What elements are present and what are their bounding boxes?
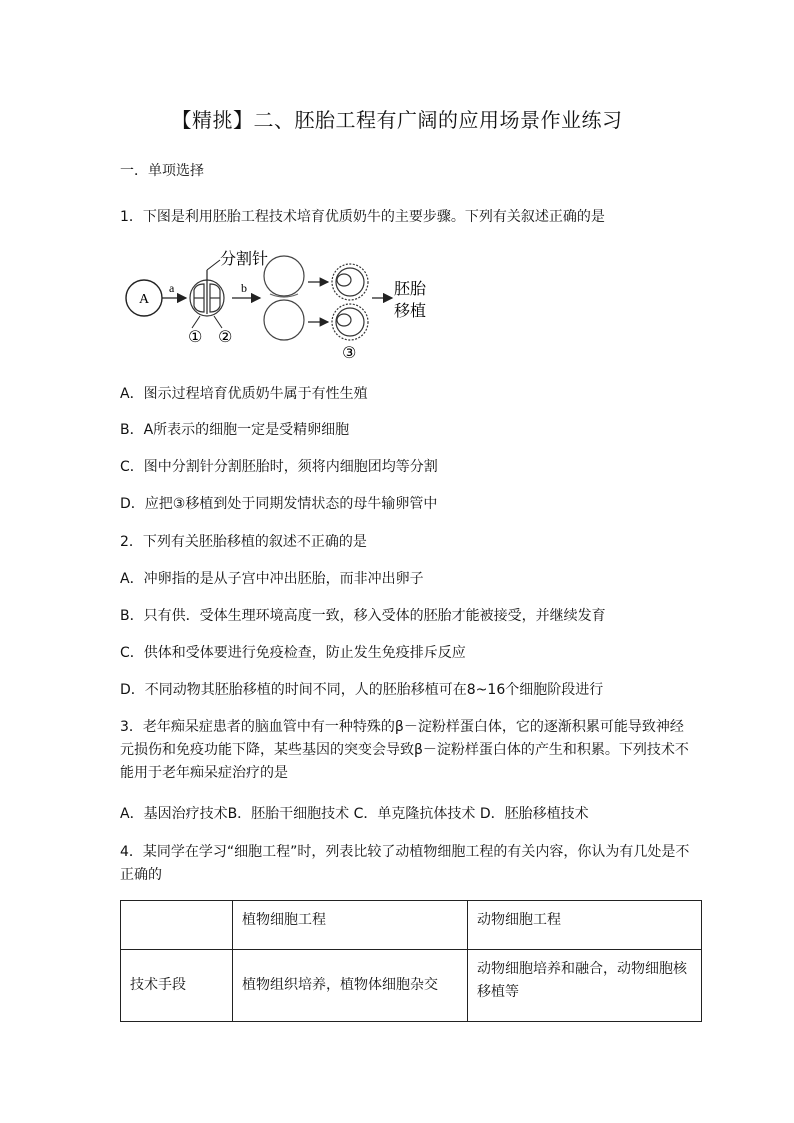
blastocyst-top	[332, 264, 368, 300]
q1-option-b: B．A所表示的细胞一定是受精卵细胞	[120, 422, 350, 438]
comparison-table	[120, 900, 702, 1022]
q2-option-d: D．不同动物其胚胎移植的时间不同，人的胚胎移植可在8~16个细胞阶段进行	[120, 682, 604, 698]
q3-stem: 3．老年痴呆症患者的脑血管中有一种特殊的β－淀粉样蛋白体，它的逐渐积累可能导致神经元损伤和免疫功能下降，某些基因的突变会导致β－淀粉样蛋白体的产生和积累。下列技术不能用于老年痴呆症治疗的是	[120, 719, 689, 781]
q1-option-c: C．图中分割针分割胚胎时，须将内细胞团均等分割	[120, 459, 438, 475]
cell-a-label: A	[138, 292, 150, 307]
section-heading: 一．单项选择	[120, 163, 204, 179]
mark-3: ③	[342, 343, 357, 362]
q1-option-a: A．图示过程培育优质奶牛属于有性生殖	[120, 386, 368, 402]
table-cell: 植物组织培养，植物体细胞杂交	[233, 950, 468, 1022]
mark-1: ①	[188, 327, 203, 346]
q1-option-d: D．应把③移植到处于同期发情状态的母牛输卵管中	[120, 496, 438, 512]
table-cell: 技术手段	[121, 950, 233, 1022]
table-header-cell	[121, 901, 233, 950]
q2-option-a: A．冲卵指的是从子宫中冲出胚胎，而非冲出卵子	[120, 571, 424, 587]
arrow-a-label: a	[169, 281, 175, 295]
q2-option-b: B．只有供．受体生理环境高度一致，移入受体的胚胎才能被接受，并继续发育	[120, 608, 606, 624]
table-header-cell: 动物细胞工程	[468, 901, 702, 950]
blastocyst-bottom	[332, 304, 368, 340]
q3-options: A．基因治疗技术B．胚胎干细胞技术 C．单克隆抗体技术 D．胚胎移植技术	[120, 806, 589, 822]
q1-stem: 1．下图是利用胚胎工程技术培育优质奶牛的主要步骤。下列有关叙述正确的是	[120, 209, 605, 225]
arrow-b-label: b	[241, 281, 247, 295]
page-title: 【精挑】二、胚胎工程有广阔的应用场景作业练习	[171, 108, 623, 132]
needle-label: 分割针	[220, 249, 269, 268]
table-header-cell: 植物细胞工程	[233, 901, 468, 950]
separated-embryos	[264, 256, 304, 340]
table-header-row	[121, 901, 702, 950]
table-row	[121, 950, 702, 1022]
result-label-line2: 移植	[394, 301, 427, 320]
table-cell: 动物细胞培养和融合，动物细胞核移植等	[468, 950, 702, 1022]
mark-2: ②	[218, 327, 233, 346]
q2-stem: 2．下列有关胚胎移植的叙述不正确的是	[120, 534, 367, 550]
embryo-splitting-diagram	[122, 246, 442, 362]
q2-option-c: C．供体和受体要进行免疫检查，防止发生免疫排斥反应	[120, 645, 466, 661]
q4-stem: 4．某同学在学习“细胞工程”时，列表比较了动植物细胞工程的有关内容，你认为有几处是不正确的	[120, 844, 690, 883]
result-label-line1: 胚胎	[394, 279, 427, 298]
